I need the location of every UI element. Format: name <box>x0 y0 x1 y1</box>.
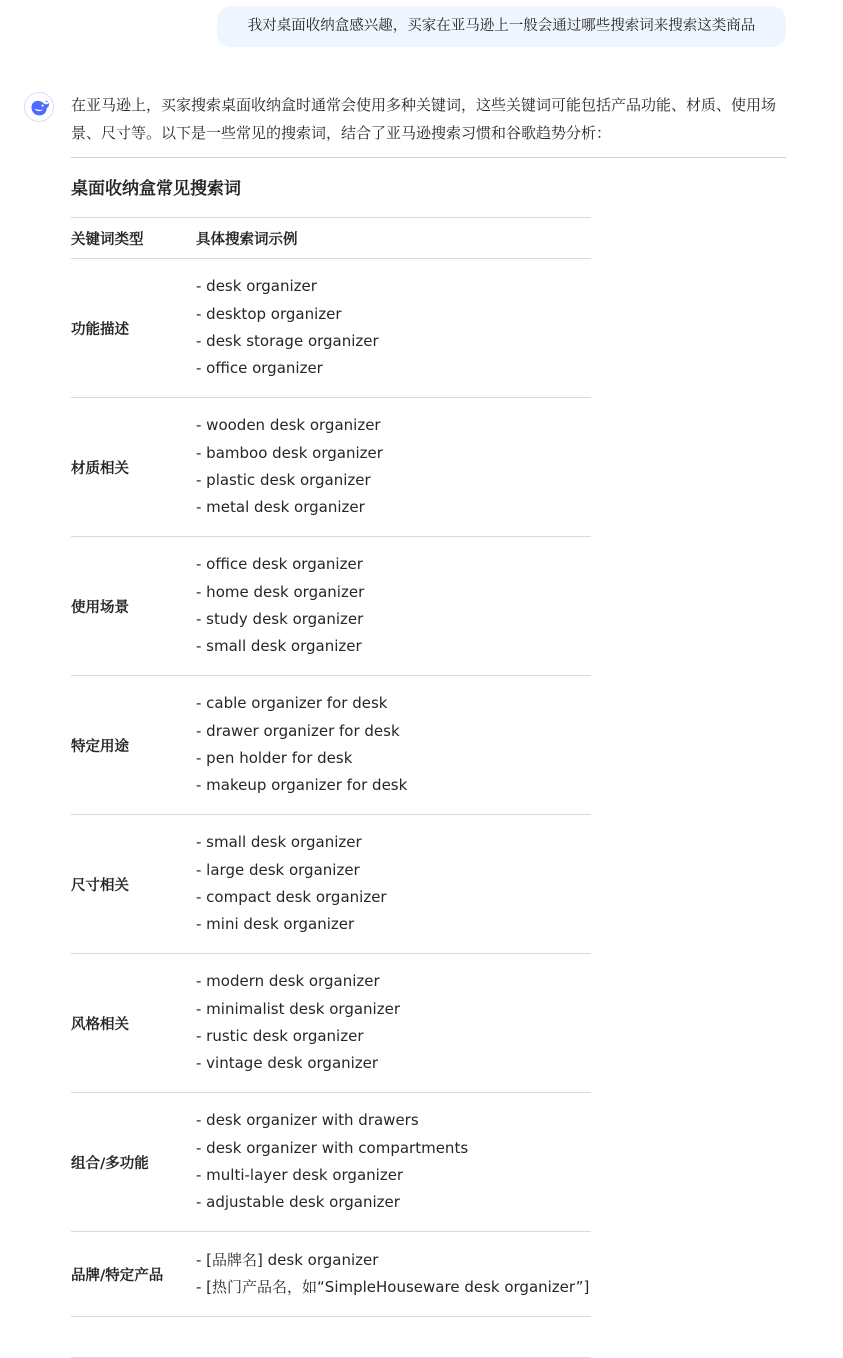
keyword-example: - office organizer <box>196 359 323 378</box>
keyword-example: - study desk organizer <box>196 610 364 628</box>
table-row <box>71 954 591 1093</box>
keyword-example: - multi-layer desk organizer <box>196 1166 404 1184</box>
keywords-table <box>71 217 591 1358</box>
keyword-example: - makeup organizer for desk <box>196 776 408 795</box>
keyword-type: 组合/多功能 <box>71 1093 196 1232</box>
table-row <box>71 1317 591 1358</box>
keyword-type: 使用场景 <box>71 537 196 676</box>
keyword-examples <box>196 954 591 1093</box>
keyword-examples-cut-off <box>196 1317 591 1358</box>
keyword-type: 尺寸相关 <box>71 815 196 954</box>
keyword-example: - desk organizer with drawers <box>196 1111 419 1130</box>
keyword-example: - [品牌名] desk organizer <box>196 1250 379 1269</box>
keyword-example: - wooden desk organizer <box>196 416 381 435</box>
user-message-text: 我对桌面收纳盒感兴趣，买家在亚马逊上一般会通过哪些搜索词来搜索这类商品 <box>247 18 756 34</box>
user-message-bubble <box>217 6 786 47</box>
keyword-type: 特定用途 <box>71 676 196 815</box>
keyword-example: - plastic desk organizer <box>196 471 371 489</box>
keyword-example: - desk storage organizer <box>196 332 379 350</box>
column-header-type: 关键词类型 <box>71 218 196 259</box>
assistant-avatar <box>24 92 54 122</box>
answer-intro: 在亚马逊上，买家搜索桌面收纳盒时通常会使用多种关键词，这些关键词可能包括产品功能、材质、使用场景、尺寸等。以下是一些常见的搜索词，结合了亚马逊搜索习惯和谷歌趋势分析： <box>71 96 777 142</box>
keyword-example: - drawer organizer for desk <box>196 721 400 740</box>
keyword-example: - pen holder for desk <box>196 749 353 767</box>
keyword-example: - cable organizer for desk <box>196 694 388 713</box>
keyword-examples <box>196 815 591 954</box>
keyword-type-cut-off <box>71 1317 196 1358</box>
table-row <box>71 1093 591 1232</box>
keyword-example: - office desk organizer <box>196 555 363 574</box>
column-header-examples: 具体搜索词示例 <box>196 218 591 259</box>
divider <box>71 157 786 158</box>
keyword-example: - minimalist desk organizer <box>196 999 400 1018</box>
keyword-example: - vintage desk organizer <box>196 1054 379 1073</box>
keyword-example: - bamboo desk organizer <box>196 443 383 462</box>
table-row <box>71 815 591 954</box>
table-row <box>71 398 591 537</box>
keyword-example: - desk organizer <box>196 277 317 296</box>
keyword-example: - small desk organizer <box>196 833 362 852</box>
keyword-examples <box>196 398 591 537</box>
table-row <box>71 537 591 676</box>
assistant-answer <box>71 91 786 1296</box>
keyword-examples <box>196 676 591 815</box>
keyword-example: - desk organizer with compartments <box>196 1138 469 1157</box>
keyword-type: 材质相关 <box>71 398 196 537</box>
table-header-row <box>71 218 591 259</box>
keyword-example: - compact desk organizer <box>196 888 387 906</box>
keyword-examples <box>196 1232 591 1317</box>
keyword-example: - small desk organizer <box>196 637 362 656</box>
section-title: 桌面收纳盒常见搜索词 <box>71 179 241 199</box>
keyword-example: - desktop organizer <box>196 304 342 323</box>
keyword-examples <box>196 1093 591 1232</box>
keyword-type: 功能描述 <box>71 259 196 398</box>
keyword-example: - mini desk organizer <box>196 915 355 934</box>
table-row <box>71 676 591 815</box>
keyword-examples <box>196 259 591 398</box>
keyword-type: 品牌/特定产品 <box>71 1232 196 1317</box>
table-row <box>71 1232 591 1317</box>
whale-logo-icon <box>30 99 50 117</box>
keyword-example: - modern desk organizer <box>196 972 380 991</box>
keyword-examples <box>196 537 591 676</box>
keyword-type: 风格相关 <box>71 954 196 1093</box>
table-row <box>71 259 591 398</box>
keyword-example: - metal desk organizer <box>196 498 365 517</box>
keyword-example: - adjustable desk organizer <box>196 1193 400 1212</box>
keyword-example: - large desk organizer <box>196 860 360 879</box>
keyword-example: - [热门产品名，如“SimpleHouseware desk organizer”] <box>196 1278 590 1296</box>
keyword-example: - rustic desk organizer <box>196 1027 364 1045</box>
keyword-example: - home desk organizer <box>196 582 365 601</box>
